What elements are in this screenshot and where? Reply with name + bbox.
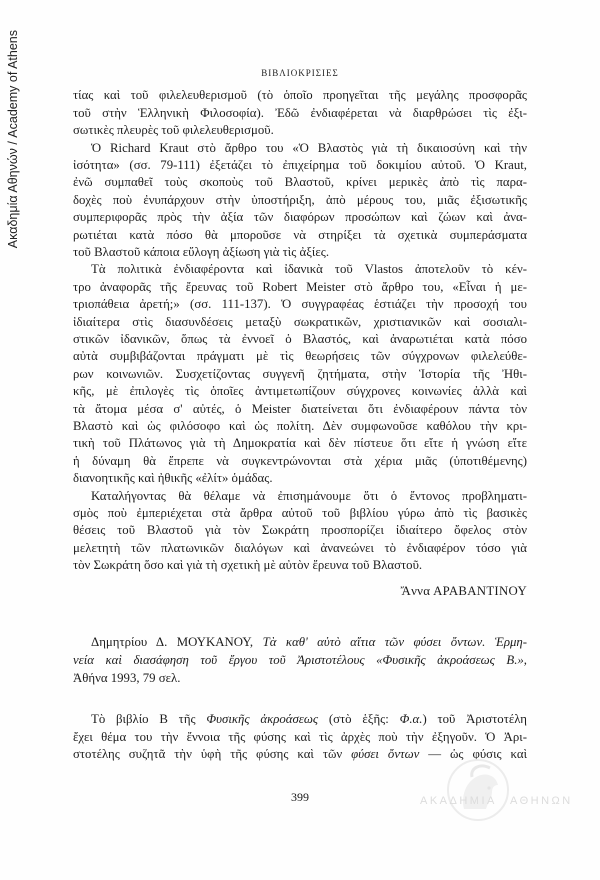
text-line: Καταλήγοντας θὰ θέλαμε νὰ ἐπισημάνουμε ὅτι ὁ ἔντονος προβληματι- (91, 488, 527, 503)
academy-emblem-watermark (445, 757, 511, 823)
text-line: θέσεις τοῦ Βλαστοῦ γιὰ τὸν Σωκράτη προσπορίζει ἰδιαίτερο ὄφελος στὸν (73, 523, 527, 538)
text-line: ρωτιέται κατὰ πόσο θὰ μποροῦσε νὰ στηρίξει τὰ σχετικὰ συμπεράσματα (73, 227, 527, 242)
italic-text-run: φύσει ὄντων (351, 747, 420, 762)
citation-line (73, 634, 527, 652)
text-line: ρων κοινωνιῶν. Συσχετίζοντας συγγενῆ ζητήματα, στὴν Ἱστορία τῆς Ἠθι- (73, 366, 527, 381)
text-line (73, 711, 527, 729)
review-signature: Ἄννα ΑΡΑΒΑΝΤΙΝΟΥ (400, 584, 527, 598)
citation-line (73, 670, 527, 688)
text-line: ἰσότητα» (σσ. 79-111) ἐξετάζει τὸ ἐπιχείρημα τοῦ δοκιμίου αὐτοῦ. Ὁ Kraut, (73, 157, 527, 172)
text-line: τὸν Σωκράτη ὅσο καὶ γιὰ τὴ σχετικὴ μὲ αὐτὸν ἔρευνα τοῦ Βλαστοῦ. (73, 558, 423, 573)
text-line: τοῦ Βλαστοῦ κάποια εὔλογη ἀξίωση γιὰ τὶς ἀξίες. (73, 244, 330, 259)
paragraph (73, 87, 527, 139)
text-line: τὰ ἄτομα μέσα σ' αὐτές, ὁ Meister διατείνεται ὅτι ἐνδιαφέρουν πάντα τὸν (73, 401, 527, 416)
book-citation (73, 634, 527, 687)
text-line: ἐνῶ συμπαθεῖ τοὺς σκοποὺς τοῦ Βλαστοῦ, κρίνει μερικὲς ἀπὸ τὶς παρα- (73, 175, 527, 190)
text-line: Ὁ Richard Kraut στὸ ἄρθρο του «Ὁ Βλαστὸς γιὰ τὴ δικαιοσύνη καὶ τὴν (91, 140, 527, 155)
text-line: σμὸς ποὺ ἐμπεριέχεται στὰ ἄρθρα αὐτοῦ τοῦ βιβλίου γύρω ἀπὸ τὶς βασικὲς (73, 506, 527, 521)
text-line: τριοπάθεια ἀρετή;» (σσ. 111-137). Ὁ συγγραφέας ἑστιάζει τὴν προσοχή του (73, 297, 527, 312)
text-line: τοῦ στὴν Ἑλληνικὴ Φιλοσοφία). Ἐδῶ ἐνδιαφέρεται νὰ διαρθρώσει τὶς ἐξι- (73, 105, 527, 120)
text-run: (στὸ ἑξῆς: (318, 712, 400, 727)
text-line: ἡ δύναμη θὰ ἔπρεπε νὰ συγκεντρώνονται στὰ χέρια μιᾶς (ὑποτιθέμενης) (73, 453, 527, 468)
text-line: στικῶν ἰδανικῶν, ὅπως τὰ ἐννοεῖ ὁ Βλαστός, καὶ ἀναρωτιέται κατὰ πόσο (73, 331, 527, 346)
text-line: τικὴ τοῦ Πλάτωνος γιὰ τὴ Δημοκρατία καὶ δὲν πίστευε ὅτι εἴτε ἡ γνώση εἴτε (73, 436, 527, 451)
paragraph (73, 488, 527, 575)
review-text (73, 87, 527, 574)
text-line: Τὰ πολιτικὰ ἐνδιαφέροντα καὶ ἰδανικὰ τοῦ Vlastos ἀποτελοῦν τὸ κέν- (91, 262, 527, 277)
watermark-text: ΑΘΗΝΩΝ (510, 795, 573, 807)
page-number: 399 (291, 790, 309, 804)
italic-text-run: Τὰ καθ' αὑτὸ αἴτια τῶν φύσει ὄντων. Ἑρμη- (262, 635, 528, 650)
text-run: — ὡς φύσις καὶ (419, 747, 528, 762)
text-line: σωτικὲς πλευρὲς τοῦ φιλελευθερισμοῦ. (73, 123, 274, 138)
italic-text-run: Φ.α. (399, 712, 423, 727)
italic-text-run: νεία καὶ διασάφηση τοῦ ἔργου τοῦ Ἀριστοτέλους «Φυσικῆς ἀκροάσεως Β.», (73, 652, 527, 667)
text-line: δοχὲς ποὺ ἐνυπάρχουν στὴν ὑποστήριξη, ἀπὸ μέρους του, μιᾶς ἐξισωτικῆς (73, 192, 527, 207)
text-run: Ἀθήνα 1993, 79 σελ. (73, 670, 181, 685)
text-line (73, 729, 527, 747)
text-line: συμπεριφορᾶς πρὸς τὴν ἀξία τῶν διαφόρων προσώπων καὶ ζώων καὶ ἀνα- (73, 210, 527, 225)
text-line: Βλαστὸ καὶ ὡς φιλόσοφο καὶ ὡς πολίτη. Δὲν συμφωνοῦσε καθόλου τὴν κρι- (73, 419, 527, 434)
paragraph (73, 261, 527, 487)
text-run: στοτέλης συζητᾶ τὴν ὑφὴ τῆς φύσης καὶ τῶν (73, 747, 352, 762)
review-text (73, 711, 527, 764)
text-line: αὐτὰ συμβιβάζονται πράγματι μὲ τὶς θεωρήσεις τῶν σύγχρονων φιλελεύθε- (73, 349, 527, 364)
text-line: μελετητὴ τῶν πλατωνικῶν διαλόγων καὶ ἀνανεώνει τὸ ἐνδιαφέρον τόσο γιὰ (73, 540, 527, 555)
text-line: διανοητικῆς καὶ ἠθικῆς «ἐλίτ» ὁμάδας. (73, 471, 273, 486)
archive-side-label: Ακαδημία Αθηνών / Academy of Athens (6, 30, 20, 249)
paragraph (73, 140, 527, 262)
italic-text-run: Φυσικῆς ἀκροάσεως (206, 712, 319, 727)
text-run: Δημητρίου Δ. ΜΟΥΚΑΝΟΥ, (91, 635, 263, 650)
citation-line (73, 652, 527, 670)
text-line: τίας καὶ τοῦ φιλελευθερισμοῦ (τὸ ὁποῖο προηγεῖται τῆς μεγάλης προσφορᾶς (73, 88, 527, 103)
running-head: ΒΙΒΛΙΟΚΡΙΣΙΕΣ (261, 68, 339, 78)
text-run: ἔχει θέμα του τὴν ἔννοια τῆς φύσης καὶ τὶς ἀρχὲς ποὺ τὴν ἐξηγοῦν. Ὁ Ἀρι- (73, 729, 527, 744)
text-line: κῆς, μὲ ἐπιλογὲς τὶς ὁποῖες ἀντιμετωπίζουν σύγχρονες κοινωνίες ἀλλὰ καὶ (73, 384, 527, 399)
text-run: Τὸ βιβλίο Β τῆς (91, 712, 207, 727)
watermark-text: ΑΚΑΔΗΜΙΑ (420, 795, 497, 807)
text-run: ) τοῦ Ἀριστοτέλη (422, 712, 527, 727)
text-line: τρο ἀναφορᾶς τῆς ἔρευνας τοῦ Robert Meister στὸ ἄρθρο του, «Εἶναι ἡ με- (73, 279, 527, 294)
text-line: ἰδιαίτερα στὶς διασυνδέσεις μεταξὺ σωκρατικῶν, χριστιανικῶν καὶ σοσιαλι- (73, 314, 527, 329)
